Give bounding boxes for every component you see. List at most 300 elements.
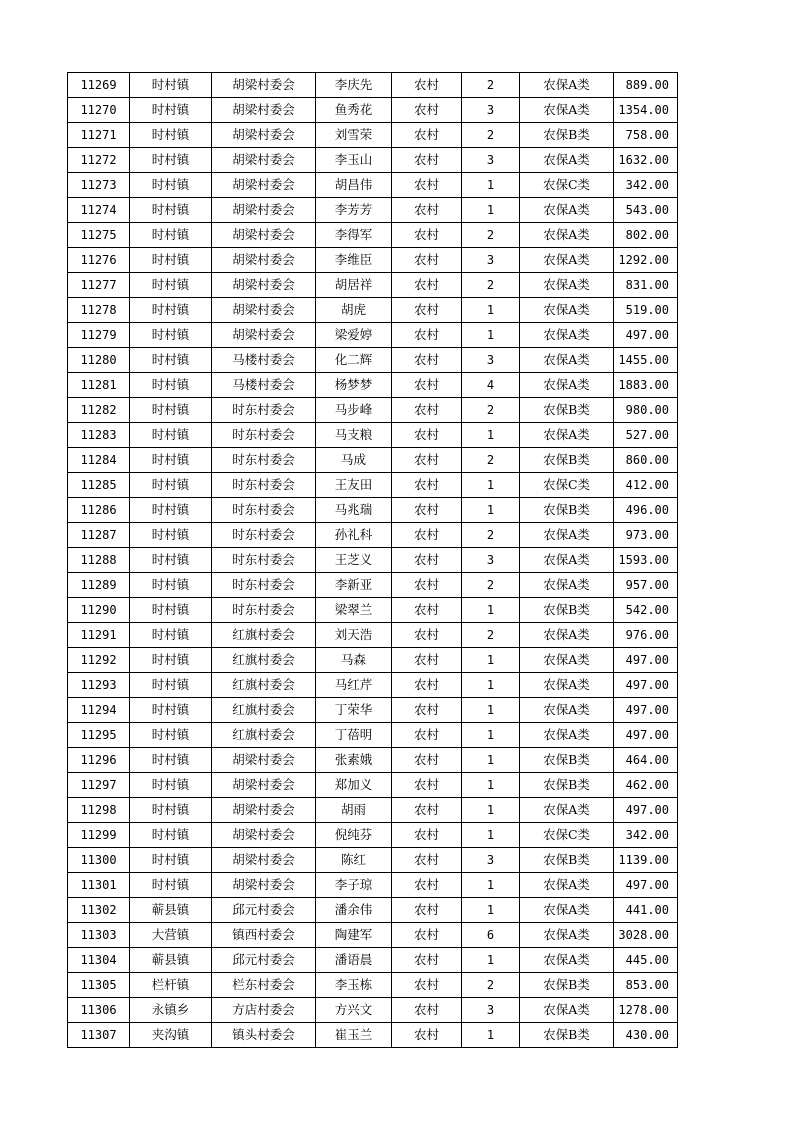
insurance-category-cell: 农保A类 xyxy=(520,298,614,323)
subsidy-roster-table xyxy=(67,72,678,1048)
person-name-cell: 梁翠兰 xyxy=(316,598,392,623)
household-type-cell: 农村 xyxy=(392,748,462,773)
insurance-category-cell: 农保A类 xyxy=(520,148,614,173)
amount-cell: 973.00 xyxy=(614,523,678,548)
table-row xyxy=(68,648,678,673)
record-number-cell: 11306 xyxy=(68,998,130,1023)
record-number-cell: 11293 xyxy=(68,673,130,698)
household-type-cell: 农村 xyxy=(392,398,462,423)
insurance-category-cell: 农保A类 xyxy=(520,998,614,1023)
record-number-cell: 11296 xyxy=(68,748,130,773)
record-number-cell: 11277 xyxy=(68,273,130,298)
table-row xyxy=(68,373,678,398)
table-row xyxy=(68,673,678,698)
table-row xyxy=(68,398,678,423)
township-cell: 时村镇 xyxy=(130,373,212,398)
record-number-cell: 11285 xyxy=(68,473,130,498)
village-committee-cell: 镇头村委会 xyxy=(212,1023,316,1048)
person-name-cell: 刘雪荣 xyxy=(316,123,392,148)
township-cell: 时村镇 xyxy=(130,748,212,773)
insurance-category-cell: 农保A类 xyxy=(520,523,614,548)
record-number-cell: 11276 xyxy=(68,248,130,273)
amount-cell: 497.00 xyxy=(614,323,678,348)
village-committee-cell: 胡梁村委会 xyxy=(212,823,316,848)
insurance-category-cell: 农保A类 xyxy=(520,98,614,123)
insurance-category-cell: 农保A类 xyxy=(520,323,614,348)
record-number-cell: 11291 xyxy=(68,623,130,648)
household-size-cell: 2 xyxy=(462,448,520,473)
person-name-cell: 潘余伟 xyxy=(316,898,392,923)
household-type-cell: 农村 xyxy=(392,523,462,548)
township-cell: 时村镇 xyxy=(130,548,212,573)
insurance-category-cell: 农保B类 xyxy=(520,1023,614,1048)
village-committee-cell: 时东村委会 xyxy=(212,473,316,498)
village-committee-cell: 红旗村委会 xyxy=(212,698,316,723)
household-type-cell: 农村 xyxy=(392,348,462,373)
amount-cell: 497.00 xyxy=(614,798,678,823)
household-type-cell: 农村 xyxy=(392,423,462,448)
person-name-cell: 郑加义 xyxy=(316,773,392,798)
table-row xyxy=(68,448,678,473)
person-name-cell: 马兆瑞 xyxy=(316,498,392,523)
household-size-cell: 1 xyxy=(462,773,520,798)
village-committee-cell: 时东村委会 xyxy=(212,573,316,598)
record-number-cell: 11292 xyxy=(68,648,130,673)
record-number-cell: 11273 xyxy=(68,173,130,198)
insurance-category-cell: 农保A类 xyxy=(520,648,614,673)
household-type-cell: 农村 xyxy=(392,948,462,973)
village-committee-cell: 胡梁村委会 xyxy=(212,798,316,823)
township-cell: 时村镇 xyxy=(130,98,212,123)
person-name-cell: 马支粮 xyxy=(316,423,392,448)
person-name-cell: 王友田 xyxy=(316,473,392,498)
household-size-cell: 3 xyxy=(462,548,520,573)
table-row xyxy=(68,173,678,198)
household-size-cell: 1 xyxy=(462,648,520,673)
amount-cell: 342.00 xyxy=(614,173,678,198)
township-cell: 时村镇 xyxy=(130,673,212,698)
table-row xyxy=(68,348,678,373)
amount-cell: 462.00 xyxy=(614,773,678,798)
village-committee-cell: 栏东村委会 xyxy=(212,973,316,998)
amount-cell: 758.00 xyxy=(614,123,678,148)
table-row xyxy=(68,223,678,248)
amount-cell: 430.00 xyxy=(614,1023,678,1048)
table-row xyxy=(68,323,678,348)
person-name-cell: 陶建军 xyxy=(316,923,392,948)
table-row xyxy=(68,1023,678,1048)
township-cell: 时村镇 xyxy=(130,323,212,348)
insurance-category-cell: 农保B类 xyxy=(520,398,614,423)
household-type-cell: 农村 xyxy=(392,623,462,648)
household-type-cell: 农村 xyxy=(392,723,462,748)
amount-cell: 1292.00 xyxy=(614,248,678,273)
township-cell: 时村镇 xyxy=(130,423,212,448)
table-row xyxy=(68,73,678,98)
record-number-cell: 11298 xyxy=(68,798,130,823)
table-row xyxy=(68,898,678,923)
household-type-cell: 农村 xyxy=(392,148,462,173)
insurance-category-cell: 农保C类 xyxy=(520,823,614,848)
township-cell: 大营镇 xyxy=(130,923,212,948)
household-size-cell: 2 xyxy=(462,123,520,148)
insurance-category-cell: 农保B类 xyxy=(520,773,614,798)
household-size-cell: 1 xyxy=(462,423,520,448)
amount-cell: 980.00 xyxy=(614,398,678,423)
household-size-cell: 1 xyxy=(462,323,520,348)
household-size-cell: 1 xyxy=(462,598,520,623)
township-cell: 时村镇 xyxy=(130,573,212,598)
amount-cell: 1354.00 xyxy=(614,98,678,123)
record-number-cell: 11295 xyxy=(68,723,130,748)
table-row xyxy=(68,748,678,773)
table-row xyxy=(68,523,678,548)
insurance-category-cell: 农保B类 xyxy=(520,598,614,623)
household-size-cell: 1 xyxy=(462,1023,520,1048)
household-type-cell: 农村 xyxy=(392,473,462,498)
record-number-cell: 11271 xyxy=(68,123,130,148)
amount-cell: 831.00 xyxy=(614,273,678,298)
person-name-cell: 鱼秀花 xyxy=(316,98,392,123)
person-name-cell: 李维臣 xyxy=(316,248,392,273)
person-name-cell: 李玉栋 xyxy=(316,973,392,998)
village-committee-cell: 胡梁村委会 xyxy=(212,148,316,173)
amount-cell: 496.00 xyxy=(614,498,678,523)
household-type-cell: 农村 xyxy=(392,498,462,523)
household-size-cell: 3 xyxy=(462,248,520,273)
township-cell: 时村镇 xyxy=(130,773,212,798)
amount-cell: 519.00 xyxy=(614,298,678,323)
table-row xyxy=(68,623,678,648)
household-size-cell: 3 xyxy=(462,848,520,873)
amount-cell: 441.00 xyxy=(614,898,678,923)
insurance-category-cell: 农保A类 xyxy=(520,898,614,923)
amount-cell: 543.00 xyxy=(614,198,678,223)
household-size-cell: 2 xyxy=(462,573,520,598)
village-committee-cell: 邱元村委会 xyxy=(212,948,316,973)
amount-cell: 497.00 xyxy=(614,648,678,673)
table-row xyxy=(68,298,678,323)
household-type-cell: 农村 xyxy=(392,1023,462,1048)
table-row xyxy=(68,573,678,598)
household-size-cell: 2 xyxy=(462,973,520,998)
township-cell: 时村镇 xyxy=(130,148,212,173)
household-size-cell: 2 xyxy=(462,623,520,648)
record-number-cell: 11307 xyxy=(68,1023,130,1048)
record-number-cell: 11272 xyxy=(68,148,130,173)
household-type-cell: 农村 xyxy=(392,798,462,823)
person-name-cell: 梁爱婷 xyxy=(316,323,392,348)
household-size-cell: 1 xyxy=(462,873,520,898)
insurance-category-cell: 农保A类 xyxy=(520,723,614,748)
insurance-category-cell: 农保A类 xyxy=(520,698,614,723)
household-size-cell: 1 xyxy=(462,298,520,323)
table-row xyxy=(68,698,678,723)
township-cell: 时村镇 xyxy=(130,848,212,873)
record-number-cell: 11283 xyxy=(68,423,130,448)
amount-cell: 1593.00 xyxy=(614,548,678,573)
township-cell: 时村镇 xyxy=(130,648,212,673)
amount-cell: 1883.00 xyxy=(614,373,678,398)
township-cell: 时村镇 xyxy=(130,798,212,823)
township-cell: 时村镇 xyxy=(130,623,212,648)
household-size-cell: 2 xyxy=(462,273,520,298)
record-number-cell: 11294 xyxy=(68,698,130,723)
household-size-cell: 2 xyxy=(462,73,520,98)
person-name-cell: 马红芹 xyxy=(316,673,392,698)
township-cell: 时村镇 xyxy=(130,698,212,723)
person-name-cell: 李得军 xyxy=(316,223,392,248)
insurance-category-cell: 农保A类 xyxy=(520,223,614,248)
household-type-cell: 农村 xyxy=(392,698,462,723)
person-name-cell: 崔玉兰 xyxy=(316,1023,392,1048)
township-cell: 时村镇 xyxy=(130,348,212,373)
village-committee-cell: 胡梁村委会 xyxy=(212,873,316,898)
household-size-cell: 1 xyxy=(462,823,520,848)
village-committee-cell: 时东村委会 xyxy=(212,548,316,573)
record-number-cell: 11304 xyxy=(68,948,130,973)
township-cell: 时村镇 xyxy=(130,398,212,423)
person-name-cell: 胡居祥 xyxy=(316,273,392,298)
village-committee-cell: 胡梁村委会 xyxy=(212,198,316,223)
insurance-category-cell: 农保A类 xyxy=(520,248,614,273)
table-row xyxy=(68,948,678,973)
township-cell: 夹沟镇 xyxy=(130,1023,212,1048)
amount-cell: 497.00 xyxy=(614,873,678,898)
record-number-cell: 11299 xyxy=(68,823,130,848)
amount-cell: 889.00 xyxy=(614,73,678,98)
household-type-cell: 农村 xyxy=(392,98,462,123)
household-size-cell: 2 xyxy=(462,523,520,548)
village-committee-cell: 胡梁村委会 xyxy=(212,773,316,798)
record-number-cell: 11269 xyxy=(68,73,130,98)
table-row xyxy=(68,423,678,448)
household-type-cell: 农村 xyxy=(392,323,462,348)
household-type-cell: 农村 xyxy=(392,973,462,998)
person-name-cell: 胡昌伟 xyxy=(316,173,392,198)
insurance-category-cell: 农保A类 xyxy=(520,573,614,598)
person-name-cell: 潘语晨 xyxy=(316,948,392,973)
record-number-cell: 11282 xyxy=(68,398,130,423)
village-committee-cell: 马楼村委会 xyxy=(212,373,316,398)
amount-cell: 497.00 xyxy=(614,723,678,748)
township-cell: 永镇乡 xyxy=(130,998,212,1023)
table-row xyxy=(68,248,678,273)
household-type-cell: 农村 xyxy=(392,373,462,398)
amount-cell: 412.00 xyxy=(614,473,678,498)
township-cell: 时村镇 xyxy=(130,273,212,298)
amount-cell: 342.00 xyxy=(614,823,678,848)
record-number-cell: 11281 xyxy=(68,373,130,398)
household-type-cell: 农村 xyxy=(392,873,462,898)
insurance-category-cell: 农保A类 xyxy=(520,673,614,698)
record-number-cell: 11270 xyxy=(68,98,130,123)
village-committee-cell: 时东村委会 xyxy=(212,448,316,473)
township-cell: 时村镇 xyxy=(130,73,212,98)
township-cell: 时村镇 xyxy=(130,248,212,273)
household-type-cell: 农村 xyxy=(392,173,462,198)
village-committee-cell: 胡梁村委会 xyxy=(212,273,316,298)
township-cell: 时村镇 xyxy=(130,598,212,623)
household-size-cell: 3 xyxy=(462,348,520,373)
record-number-cell: 11301 xyxy=(68,873,130,898)
household-type-cell: 农村 xyxy=(392,198,462,223)
household-size-cell: 1 xyxy=(462,798,520,823)
township-cell: 时村镇 xyxy=(130,723,212,748)
person-name-cell: 张素娥 xyxy=(316,748,392,773)
amount-cell: 1455.00 xyxy=(614,348,678,373)
household-size-cell: 1 xyxy=(462,173,520,198)
village-committee-cell: 胡梁村委会 xyxy=(212,323,316,348)
household-size-cell: 3 xyxy=(462,148,520,173)
record-number-cell: 11287 xyxy=(68,523,130,548)
record-number-cell: 11284 xyxy=(68,448,130,473)
insurance-category-cell: 农保A类 xyxy=(520,798,614,823)
household-type-cell: 农村 xyxy=(392,773,462,798)
insurance-category-cell: 农保A类 xyxy=(520,873,614,898)
amount-cell: 497.00 xyxy=(614,673,678,698)
record-number-cell: 11302 xyxy=(68,898,130,923)
table-row xyxy=(68,548,678,573)
table-row xyxy=(68,773,678,798)
village-committee-cell: 红旗村委会 xyxy=(212,723,316,748)
insurance-category-cell: 农保A类 xyxy=(520,373,614,398)
amount-cell: 976.00 xyxy=(614,623,678,648)
person-name-cell: 马成 xyxy=(316,448,392,473)
insurance-category-cell: 农保A类 xyxy=(520,73,614,98)
person-name-cell: 杨梦梦 xyxy=(316,373,392,398)
person-name-cell: 胡虎 xyxy=(316,298,392,323)
village-committee-cell: 时东村委会 xyxy=(212,598,316,623)
household-size-cell: 1 xyxy=(462,748,520,773)
record-number-cell: 11305 xyxy=(68,973,130,998)
township-cell: 蕲县镇 xyxy=(130,948,212,973)
record-number-cell: 11290 xyxy=(68,598,130,623)
village-committee-cell: 胡梁村委会 xyxy=(212,848,316,873)
person-name-cell: 孙礼科 xyxy=(316,523,392,548)
insurance-category-cell: 农保B类 xyxy=(520,848,614,873)
household-type-cell: 农村 xyxy=(392,123,462,148)
person-name-cell: 丁荣华 xyxy=(316,698,392,723)
insurance-category-cell: 农保B类 xyxy=(520,123,614,148)
table-row xyxy=(68,848,678,873)
household-size-cell: 1 xyxy=(462,948,520,973)
household-type-cell: 农村 xyxy=(392,73,462,98)
table-row xyxy=(68,473,678,498)
amount-cell: 860.00 xyxy=(614,448,678,473)
township-cell: 时村镇 xyxy=(130,448,212,473)
household-size-cell: 1 xyxy=(462,498,520,523)
household-size-cell: 3 xyxy=(462,998,520,1023)
household-type-cell: 农村 xyxy=(392,673,462,698)
person-name-cell: 李芳芳 xyxy=(316,198,392,223)
person-name-cell: 马森 xyxy=(316,648,392,673)
table-row xyxy=(68,823,678,848)
village-committee-cell: 红旗村委会 xyxy=(212,623,316,648)
table-row xyxy=(68,273,678,298)
village-committee-cell: 时东村委会 xyxy=(212,523,316,548)
table-row xyxy=(68,148,678,173)
insurance-category-cell: 农保A类 xyxy=(520,348,614,373)
record-number-cell: 11289 xyxy=(68,573,130,598)
village-committee-cell: 胡梁村委会 xyxy=(212,298,316,323)
table-row xyxy=(68,973,678,998)
insurance-category-cell: 农保A类 xyxy=(520,948,614,973)
village-committee-cell: 邱元村委会 xyxy=(212,898,316,923)
person-name-cell: 倪纯芬 xyxy=(316,823,392,848)
township-cell: 时村镇 xyxy=(130,523,212,548)
person-name-cell: 化二辉 xyxy=(316,348,392,373)
household-type-cell: 农村 xyxy=(392,848,462,873)
township-cell: 蕲县镇 xyxy=(130,898,212,923)
record-number-cell: 11274 xyxy=(68,198,130,223)
household-type-cell: 农村 xyxy=(392,898,462,923)
household-type-cell: 农村 xyxy=(392,298,462,323)
amount-cell: 527.00 xyxy=(614,423,678,448)
household-size-cell: 1 xyxy=(462,198,520,223)
village-committee-cell: 红旗村委会 xyxy=(212,673,316,698)
household-type-cell: 农村 xyxy=(392,648,462,673)
household-size-cell: 1 xyxy=(462,473,520,498)
household-size-cell: 1 xyxy=(462,898,520,923)
person-name-cell: 丁蓓明 xyxy=(316,723,392,748)
township-cell: 时村镇 xyxy=(130,873,212,898)
amount-cell: 3028.00 xyxy=(614,923,678,948)
record-number-cell: 11278 xyxy=(68,298,130,323)
village-committee-cell: 胡梁村委会 xyxy=(212,73,316,98)
person-name-cell: 马步峰 xyxy=(316,398,392,423)
household-type-cell: 农村 xyxy=(392,598,462,623)
table-row xyxy=(68,198,678,223)
household-type-cell: 农村 xyxy=(392,998,462,1023)
insurance-category-cell: 农保B类 xyxy=(520,973,614,998)
record-number-cell: 11280 xyxy=(68,348,130,373)
insurance-category-cell: 农保A类 xyxy=(520,423,614,448)
record-number-cell: 11297 xyxy=(68,773,130,798)
amount-cell: 542.00 xyxy=(614,598,678,623)
person-name-cell: 李子琼 xyxy=(316,873,392,898)
household-type-cell: 农村 xyxy=(392,573,462,598)
village-committee-cell: 胡梁村委会 xyxy=(212,173,316,198)
person-name-cell: 王芝义 xyxy=(316,548,392,573)
village-committee-cell: 胡梁村委会 xyxy=(212,123,316,148)
village-committee-cell: 红旗村委会 xyxy=(212,648,316,673)
village-committee-cell: 时东村委会 xyxy=(212,398,316,423)
person-name-cell: 李庆先 xyxy=(316,73,392,98)
amount-cell: 497.00 xyxy=(614,698,678,723)
table-row xyxy=(68,873,678,898)
household-size-cell: 2 xyxy=(462,398,520,423)
table-row xyxy=(68,723,678,748)
insurance-category-cell: 农保B类 xyxy=(520,498,614,523)
record-number-cell: 11288 xyxy=(68,548,130,573)
table-row xyxy=(68,798,678,823)
household-size-cell: 6 xyxy=(462,923,520,948)
household-type-cell: 农村 xyxy=(392,823,462,848)
household-size-cell: 4 xyxy=(462,373,520,398)
township-cell: 时村镇 xyxy=(130,298,212,323)
household-type-cell: 农村 xyxy=(392,248,462,273)
household-size-cell: 3 xyxy=(462,98,520,123)
household-type-cell: 农村 xyxy=(392,548,462,573)
person-name-cell: 李玉山 xyxy=(316,148,392,173)
record-number-cell: 11303 xyxy=(68,923,130,948)
table-row xyxy=(68,123,678,148)
village-committee-cell: 镇西村委会 xyxy=(212,923,316,948)
village-committee-cell: 时东村委会 xyxy=(212,423,316,448)
township-cell: 时村镇 xyxy=(130,198,212,223)
township-cell: 时村镇 xyxy=(130,223,212,248)
